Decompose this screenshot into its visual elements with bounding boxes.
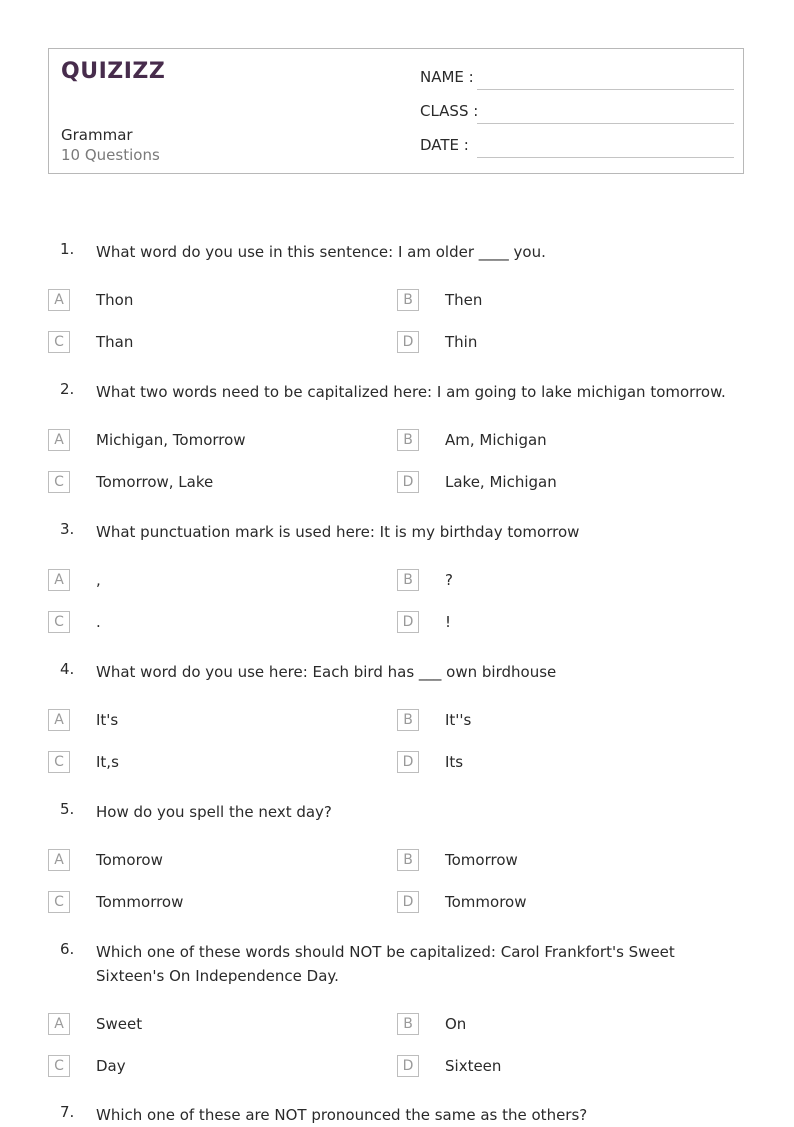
option-box-b[interactable]: B: [397, 289, 419, 311]
option-box-a[interactable]: A: [48, 709, 70, 731]
option-box-b[interactable]: B: [397, 849, 419, 871]
option-box-d[interactable]: D: [397, 471, 419, 493]
option-a[interactable]: Thon: [96, 291, 134, 309]
question-number: 2.: [60, 380, 75, 398]
question-text: What punctuation mark is used here: It is my birthday tomorrow: [96, 523, 580, 541]
question-text: What word do you use here: Each bird has ___ own birdhouse: [96, 663, 557, 681]
option-box-c[interactable]: C: [48, 471, 70, 493]
option-box-a[interactable]: A: [48, 849, 70, 871]
option-box-c[interactable]: C: [48, 891, 70, 913]
class-line[interactable]: [477, 123, 734, 124]
option-box-a[interactable]: A: [48, 1013, 70, 1035]
class-field[interactable]: [420, 102, 734, 126]
option-c[interactable]: .: [96, 613, 101, 631]
option-box-b[interactable]: B: [397, 429, 419, 451]
option-box-c[interactable]: C: [48, 1055, 70, 1077]
option-a[interactable]: It's: [96, 711, 119, 729]
question-text: What two words need to be capitalized here: I am going to lake michigan tomorrow.: [96, 383, 726, 401]
worksheet-header: [48, 48, 744, 174]
question-number: 6.: [60, 940, 75, 958]
option-box-d[interactable]: D: [397, 891, 419, 913]
option-d[interactable]: Its: [445, 753, 464, 771]
date-field[interactable]: [420, 136, 734, 160]
name-line[interactable]: [477, 89, 734, 90]
option-b[interactable]: It''s: [445, 711, 472, 729]
date-label: DATE :: [420, 136, 469, 154]
option-box-d[interactable]: D: [397, 1055, 419, 1077]
option-box-a[interactable]: A: [48, 429, 70, 451]
option-d[interactable]: Lake, Michigan: [445, 473, 557, 491]
class-label: CLASS :: [420, 102, 479, 120]
question-number: 4.: [60, 660, 75, 678]
option-c[interactable]: Tommorrow: [96, 893, 184, 911]
name-label: NAME :: [420, 68, 474, 86]
option-box-d[interactable]: D: [397, 331, 419, 353]
option-c[interactable]: Tomorrow, Lake: [96, 473, 214, 491]
option-d[interactable]: Sixteen: [445, 1057, 502, 1075]
question-text: What word do you use in this sentence: I am older ____ you.: [96, 243, 546, 261]
worksheet-title: Grammar: [61, 126, 133, 144]
option-a[interactable]: Michigan, Tomorrow: [96, 431, 246, 449]
question-text: Which one of these are NOT pronounced the same as the others?: [96, 1106, 588, 1124]
question-text: How do you spell the next day?: [96, 803, 332, 821]
question-number: 7.: [60, 1103, 75, 1121]
option-box-d[interactable]: D: [397, 751, 419, 773]
question-number: 1.: [60, 240, 75, 258]
option-a[interactable]: Tomorow: [96, 851, 163, 869]
option-box-a[interactable]: A: [48, 289, 70, 311]
option-b[interactable]: On: [445, 1015, 467, 1033]
option-c[interactable]: It,s: [96, 753, 119, 771]
date-line[interactable]: [477, 157, 734, 158]
option-box-b[interactable]: B: [397, 709, 419, 731]
option-box-d[interactable]: D: [397, 611, 419, 633]
option-b[interactable]: Am, Michigan: [445, 431, 547, 449]
option-box-c[interactable]: C: [48, 331, 70, 353]
question-text: Which one of these words should NOT be capitalized: Carol Frankfort's Sweet Sixteen's On Independence Day.: [96, 943, 675, 985]
option-d[interactable]: !: [445, 613, 452, 631]
quizizz-logo: QUIZIZZ: [61, 59, 166, 84]
option-box-a[interactable]: A: [48, 569, 70, 591]
option-box-c[interactable]: C: [48, 611, 70, 633]
question-number: 3.: [60, 520, 75, 538]
option-box-c[interactable]: C: [48, 751, 70, 773]
option-box-b[interactable]: B: [397, 1013, 419, 1035]
option-box-b[interactable]: B: [397, 569, 419, 591]
question-number: 5.: [60, 800, 75, 818]
option-b[interactable]: Tomorrow: [445, 851, 518, 869]
option-a[interactable]: Sweet: [96, 1015, 143, 1033]
option-c[interactable]: Day: [96, 1057, 126, 1075]
option-b[interactable]: ?: [445, 571, 453, 589]
option-b[interactable]: Then: [445, 291, 483, 309]
option-a[interactable]: ,: [96, 571, 101, 589]
option-c[interactable]: Than: [96, 333, 134, 351]
name-field[interactable]: [420, 68, 734, 92]
option-d[interactable]: Tommorow: [445, 893, 527, 911]
question-count: 10 Questions: [61, 146, 160, 164]
option-d[interactable]: Thin: [445, 333, 478, 351]
